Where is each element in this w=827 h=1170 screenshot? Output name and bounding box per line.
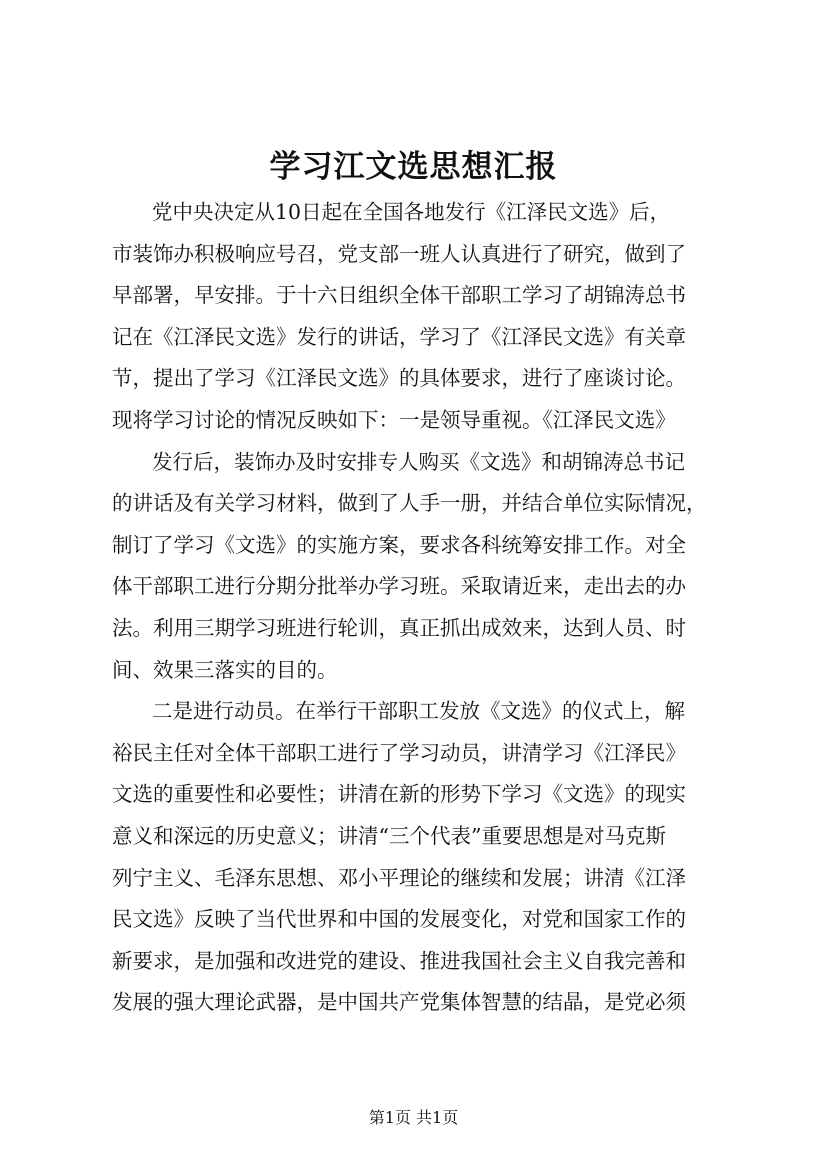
text-line: 早部署，早安排。于十六日组织全体干部职工学习了胡锦涛总书 [112,283,686,308]
text-line: 间、效果三落实的目的。 [112,657,338,682]
text-line: 现将学习讨论的情况反映如下：一是领导重视。《江泽民文选》 [112,407,676,432]
text-line: 节，提出了学习《江泽民文选》的具体要求，进行了座谈讨论。 [112,366,686,391]
text-line: 发展的强大理论武器，是中国共产党集体智慧的结晶，是党必须 [112,990,686,1015]
document-title: 学习江文选思想汇报 [269,149,558,185]
text-line: 法。利用三期学习班进行轮训，真正抓出成效来，达到人员、时 [112,615,686,640]
text-line: 市装饰办积极响应号召，党支部一班人认真进行了研究，做到了 [112,241,686,266]
text-line: 裕民主任对全体干部职工进行了学习动员，讲清学习《江泽民》 [112,740,686,765]
text-line: 发行后，装饰办及时安排专人购买《文选》和胡锦涛总书记 [152,449,685,474]
text-line: 的讲话及有关学习材料，做到了人手一册，并结合单位实际情况， [112,491,707,516]
document-body [112,192,718,1024]
text-line: 文选的重要性和必要性；讲清在新的形势下学习《文选》的现实 [112,782,686,807]
page-number-footer: 第1页 共1页 [368,1108,459,1127]
text-line: 体干部职工进行分期分批举办学习班。采取请近来，走出去的办 [112,574,686,599]
text-line: 民文选》反映了当代世界和中国的发展变化，对党和国家工作的 [112,907,686,932]
text-line: 记在《江泽民文选》发行的讲话，学习了《江泽民文选》有关章 [112,324,686,349]
text-line: 意义和深远的历史意义；讲清“三个代表”重要思想是对马克斯 [112,823,666,848]
text-line: 列宁主义、毛泽东思想、邓小平理论的继续和发展；讲清《江泽 [112,865,686,890]
text-line: 新要求，是加强和改进党的建设、推进我国社会主义自我完善和 [112,948,686,973]
text-line: 党中央决定从10日起在全国各地发行《江泽民文选》后， [152,200,671,224]
text-line: 二是进行动员。在举行干部职工发放《文选》的仪式上，解 [152,699,685,724]
text-line: 制订了学习《文选》的实施方案，要求各科统筹安排工作。对全 [112,532,686,557]
